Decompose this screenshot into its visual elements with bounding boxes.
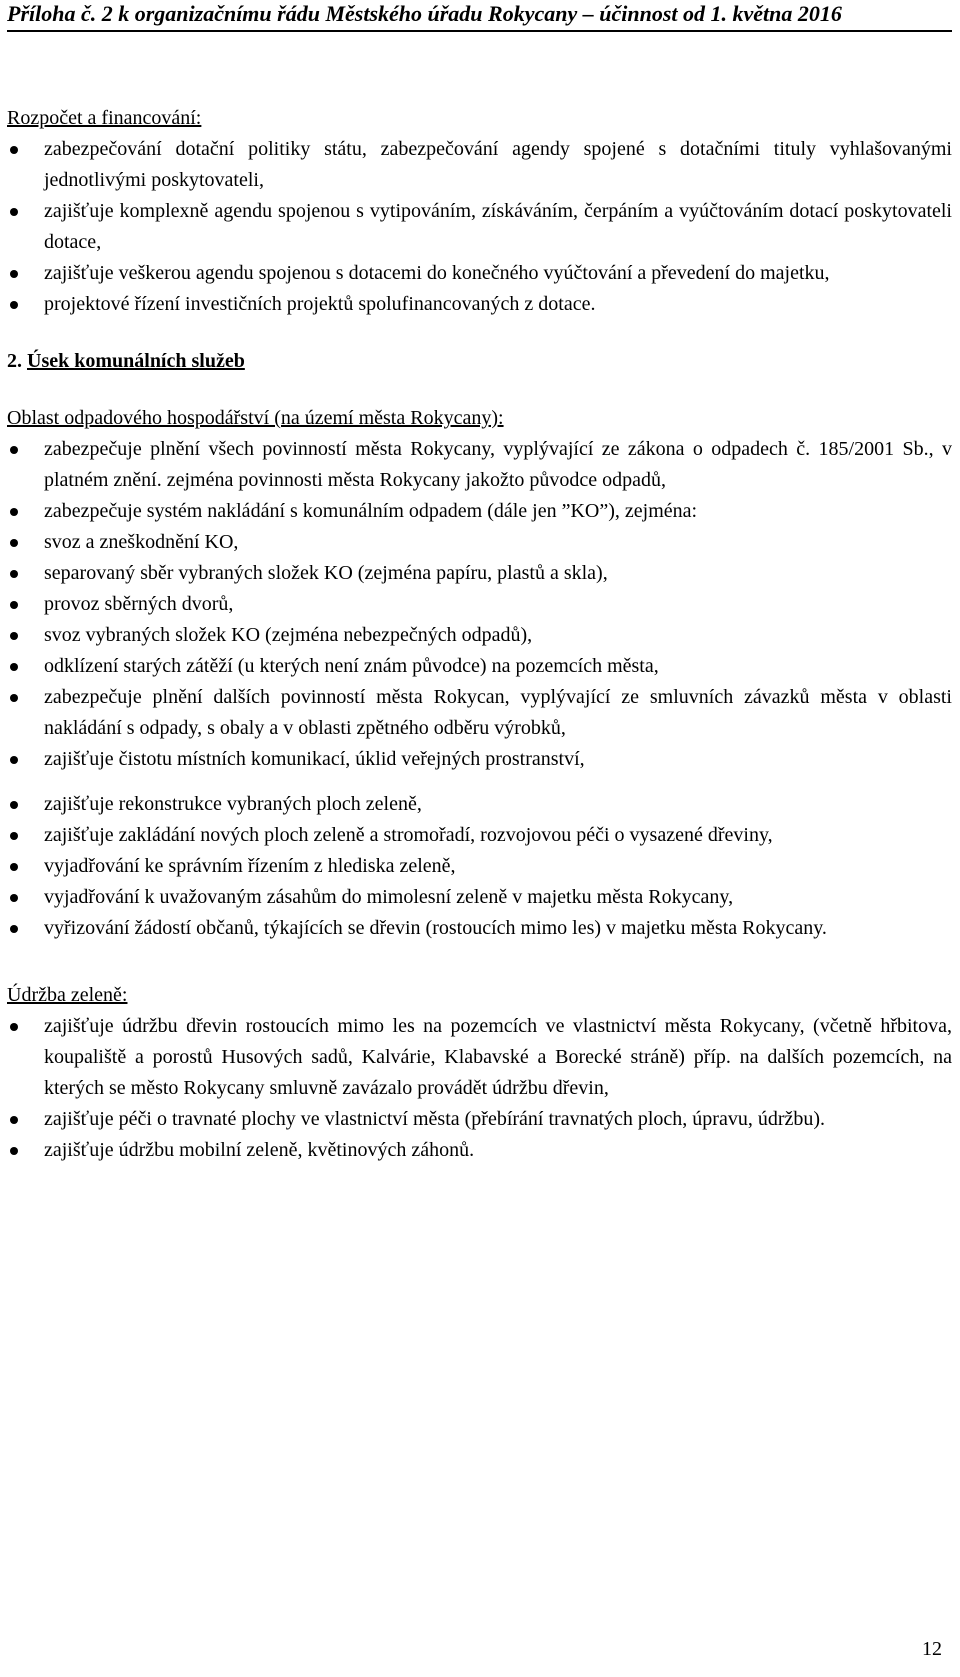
page-header: Příloha č. 2 k organizačnímu řádu Městského úřadu Rokycany – účinnost od 1. května 2016 <box>7 0 952 32</box>
list-item-text: zajišťuje čistotu místních komunikací, úklid veřejných prostranství, <box>44 748 585 770</box>
list-item <box>7 913 952 944</box>
greenery-list <box>7 789 952 944</box>
section-title-budget: Rozpočet a financování: <box>7 107 202 129</box>
list-item-text: zajišťuje údržbu dřevin rostoucích mimo les na pozemcích ve vlastnictví města Rokycany, (včetně hřbitova, koupaliště a porostů Husových sadů, Kalvárie, Klabavské a Borecké stráně) příp. na dalších pozemcích, na kterých se město Rokycany smluvně zavázalo provádět údržbu dřevin, <box>44 1015 952 1099</box>
list-item-text: zajišťuje zakládání nových ploch zeleně a stromořadí, rozvojovou péči o vysazené dřeviny, <box>44 824 773 846</box>
bullet-icon <box>10 925 18 933</box>
heading-number: 2. <box>7 350 22 372</box>
list-item-text: projektové řízení investičních projektů spolufinancovaných z dotace. <box>44 293 596 315</box>
list-item-text: zabezpečuje systém nakládání s komunálním odpadem (dále jen ”KO”), zejména: <box>44 500 698 522</box>
list-item <box>7 682 952 744</box>
bullet-icon <box>10 832 18 840</box>
document-body <box>7 103 952 1166</box>
heading-text: Úsek komunálních služeb <box>27 350 245 372</box>
list-item-text: vyjadřování ke správním řízením z hlediska zeleně, <box>44 855 456 877</box>
bullet-icon <box>10 1023 18 1031</box>
list-item <box>7 589 952 620</box>
list-item-text: provoz sběrných dvorů, <box>44 593 234 615</box>
bullet-icon <box>10 894 18 902</box>
list-item-text: zabezpečuje plnění všech povinností města Rokycany, vyplývající ze zákona o odpadech č. 185/2001 Sb., v platném znění. zejména povinnosti města Rokycany jakožto původce odpadů, <box>44 438 952 491</box>
bullet-icon <box>10 301 18 309</box>
list-item-text: odklízení starých zátěží (u kterých není znám původce) na pozemcích města, <box>44 655 659 677</box>
list-item <box>7 434 952 496</box>
list-item <box>7 134 952 196</box>
list-item <box>7 882 952 913</box>
budget-list <box>7 134 952 320</box>
list-item <box>7 496 952 527</box>
bullet-icon <box>10 146 18 154</box>
list-item <box>7 289 952 320</box>
page-number: 12 <box>922 1638 942 1660</box>
bullet-icon <box>10 801 18 809</box>
bullet-icon <box>10 863 18 871</box>
list-item <box>7 789 952 820</box>
list-item <box>7 1135 952 1166</box>
list-item <box>7 744 952 775</box>
list-item-text: zajišťuje údržbu mobilní zeleně, květinových záhonů. <box>44 1139 475 1161</box>
bullet-icon <box>10 1147 18 1155</box>
list-item <box>7 527 952 558</box>
waste-list <box>7 434 952 775</box>
list-item <box>7 820 952 851</box>
list-item-text: zabezpečuje plnění dalších povinností města Rokycan, vyplývající ze smluvních závazků města v oblasti nakládání s odpady, s obaly a v oblasti zpětného odběru výrobků, <box>44 686 952 739</box>
bullet-icon <box>10 446 18 454</box>
bullet-icon <box>10 208 18 216</box>
bullet-icon <box>10 570 18 578</box>
section-heading <box>7 346 952 377</box>
section-title-waste: Oblast odpadového hospodářství (na území města Rokycany): <box>7 407 504 429</box>
list-item-text: zajišťuje rekonstrukce vybraných ploch zeleně, <box>44 793 422 815</box>
list-item <box>7 651 952 682</box>
list-item-text: zabezpečování dotační politiky státu, zabezpečování agendy spojené s dotačními tituly vyhlašovanými jednotlivými poskytovateli, <box>44 138 952 191</box>
section-title-maintenance: Údržba zeleně: <box>7 984 128 1006</box>
list-item <box>7 851 952 882</box>
list-item <box>7 1104 952 1135</box>
list-item-text: svoz a zneškodnění KO, <box>44 531 239 553</box>
list-item <box>7 196 952 258</box>
bullet-icon <box>10 270 18 278</box>
list-item <box>7 1011 952 1104</box>
bullet-icon <box>10 539 18 547</box>
list-item <box>7 258 952 289</box>
maintenance-list <box>7 1011 952 1166</box>
bullet-icon <box>10 1116 18 1124</box>
bullet-icon <box>10 663 18 671</box>
bullet-icon <box>10 632 18 640</box>
list-item-text: separovaný sběr vybraných složek KO (zejména papíru, plastů a skla), <box>44 562 608 584</box>
list-item-text: vyjadřování k uvažovaným zásahům do mimolesní zeleně v majetku města Rokycany, <box>44 886 734 908</box>
bullet-icon <box>10 601 18 609</box>
list-item-text: vyřizování žádostí občanů, týkajících se dřevin (rostoucích mimo les) v majetku města Rokycany. <box>44 917 827 939</box>
list-item-text: zajišťuje veškerou agendu spojenou s dotacemi do konečného vyúčtování a převedení do majetku, <box>44 262 830 284</box>
bullet-icon <box>10 756 18 764</box>
list-item-text: svoz vybraných složek KO (zejména nebezpečných odpadů), <box>44 624 533 646</box>
list-item-text: zajišťuje péči o travnaté plochy ve vlastnictví města (přebírání travnatých ploch, úpravu, údržbu). <box>44 1108 826 1130</box>
bullet-icon <box>10 508 18 516</box>
list-item <box>7 558 952 589</box>
bullet-icon <box>10 694 18 702</box>
list-item-text: zajišťuje komplexně agendu spojenou s vytipováním, získáváním, čerpáním a vyúčtováním dotací poskytovateli dotace, <box>44 200 952 253</box>
list-item <box>7 620 952 651</box>
